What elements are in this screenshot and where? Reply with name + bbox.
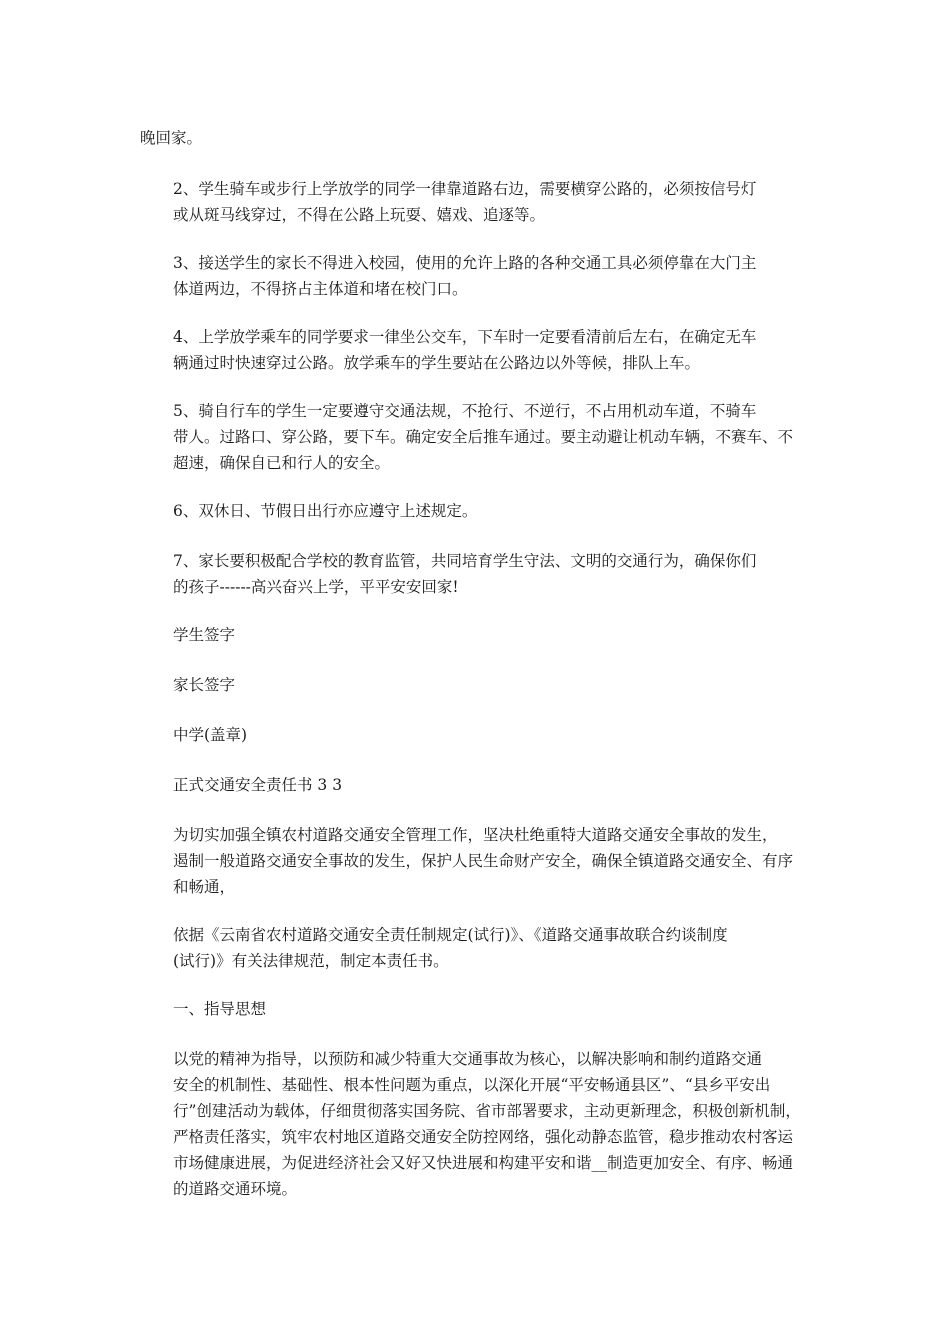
parent-signature-label [140, 672, 812, 698]
paragraph-continuation [140, 125, 812, 151]
text-line: 体道两边，不得挤占主体道和堵在校门口。 [173, 280, 468, 298]
text-line: 5、骑自行车的学生一定要遵守交通法规，不抢行、不逆行，不占用机动车道，不骑车 [173, 402, 757, 420]
text-line: 晚回家。 [140, 129, 203, 147]
text-line: 4、上学放学乘车的同学要求一律坐公交车，下车时一定要看清前后左右，在确定无车 [173, 328, 757, 346]
rule-item-6 [140, 498, 812, 524]
text-line: 中学(盖章) [173, 726, 248, 744]
text-line: 正式交通安全责任书 3 3 [173, 776, 343, 794]
basis-paragraph [140, 922, 812, 974]
text-line: 和畅通， [173, 878, 236, 896]
text-line: 的道路交通环境。 [173, 1180, 298, 1198]
guiding-ideology-paragraph [140, 1046, 812, 1202]
text-line: 市场健康进展，为促进经济社会又好又快进展和构建平安和谐__制造更加安全、有序、畅通 [173, 1154, 794, 1172]
text-line: 带人。过路口、穿公路，要下车。确定安全后推车通过。要主动避让机动车辆，不赛车、不 [173, 428, 794, 446]
text-line: 超速，确保自已和行人的安全。 [173, 454, 391, 472]
text-line: 或从斑马线穿过，不得在公路上玩耍、嬉戏、追逐等。 [173, 206, 546, 224]
text-line: 7、家长要积极配合学校的教育监管，共同培育学生守法、文明的交通行为，确保你们 [173, 552, 757, 570]
text-line: 为切实加强全镇农村道路交通安全管理工作，坚决杜绝重特大道路交通安全事故的发生， [173, 826, 778, 844]
text-line: (试行)》有关法律规范，制定本责任书。 [173, 952, 449, 970]
rule-item-3 [140, 250, 812, 302]
text-line: 严格责任落实，筑牢农村地区道路交通安全防控网络，强化动静态监管，稳步推动农村客运 [173, 1128, 794, 1146]
text-line: 家长签字 [173, 676, 236, 694]
text-line: 一、指导思想 [173, 1000, 267, 1018]
text-line: 6、双休日、节假日出行亦应遵守上述规定。 [173, 502, 478, 520]
school-seal-label [140, 722, 812, 748]
text-line: 以党的精神为指导，以预防和减少特重大交通事故为核心，以解决影响和制约道路交通 [173, 1050, 763, 1068]
student-signature-label [140, 622, 812, 648]
text-line: 遏制一般道路交通安全事故的发生，保护人民生命财产安全，确保全镇道路交通安全、有序 [173, 852, 794, 870]
text-line: 2、学生骑车或步行上学放学的同学一律靠道路右边，需要横穿公路的，必须按信号灯 [173, 180, 757, 198]
rule-item-7 [140, 548, 812, 600]
text-line: 的孩子------高兴奋兴上学，平平安安回家! [173, 578, 459, 596]
text-line: 行”创建活动为载体，仔细贯彻落实国务院、省市部署要求，主动更新理念，积极创新机制， [173, 1102, 801, 1120]
rule-item-2 [140, 176, 812, 228]
text-line: 学生签字 [173, 626, 236, 644]
section-title [140, 772, 812, 798]
text-line: 辆通过时快速穿过公路。放学乘车的学生要站在公路边以外等候，排队上车。 [173, 354, 701, 372]
text-line: 3、接送学生的家长不得进入校园，使用的允许上路的各种交通工具必须停靠在大门主 [173, 254, 757, 272]
rule-item-5 [140, 398, 812, 476]
heading-guiding-ideology [140, 996, 812, 1022]
text-line: 安全的机制性、基础性、根本性问题为重点，以深化开展“平安畅通县区”、“县乡平安出 [173, 1076, 771, 1094]
rule-item-4 [140, 324, 812, 376]
intro-paragraph [140, 822, 812, 900]
text-line: 依据《云南省农村道路交通安全责任制规定(试行)》、《道路交通事故联合约谈制度 [173, 926, 728, 944]
